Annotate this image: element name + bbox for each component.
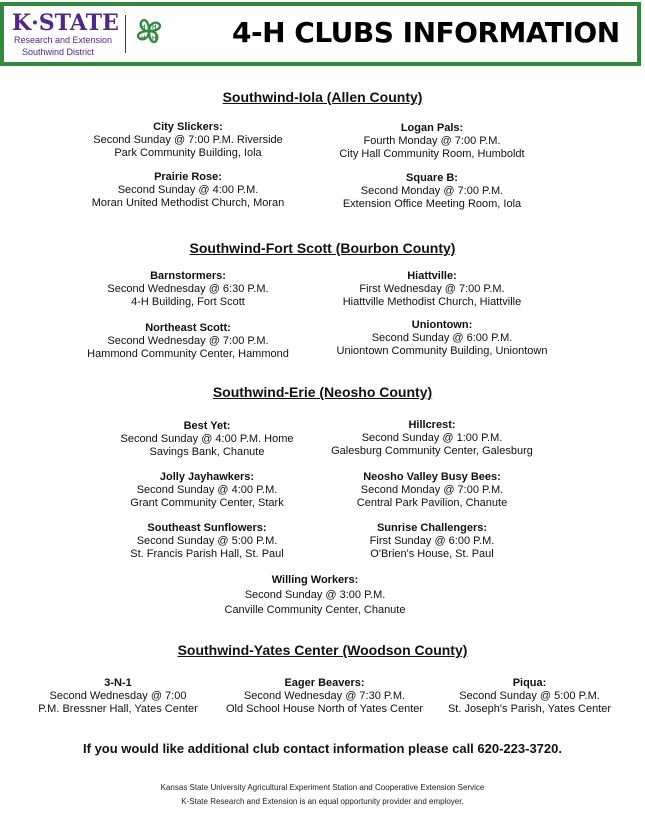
- club-location: City Hall Community Room, Humboldt: [339, 148, 525, 160]
- club-name: Northeast Scott:: [145, 322, 231, 334]
- club-schedule: Second Wednesday @ 7:00: [49, 690, 187, 702]
- club-name: Hiattville:: [407, 270, 457, 282]
- club-location: Grant Community Center, Stark: [130, 497, 284, 509]
- club-entry: [312, 522, 552, 561]
- svg-text:H: H: [141, 36, 146, 42]
- club-location: Hiattville Methodist Church, Hiattville: [342, 296, 522, 308]
- four-leaf-clover-icon: [131, 14, 167, 50]
- club-schedule: Second Sunday @ 4:00 P.M.: [136, 484, 278, 496]
- club-entry: [312, 319, 572, 358]
- club-entry: [312, 471, 552, 510]
- club-schedule: First Sunday @ 6:00 P.M.: [369, 535, 495, 547]
- kstate-logo: [12, 12, 172, 62]
- club-location: O'Brien's House, St. Paul: [370, 548, 494, 560]
- club-entry: [312, 270, 552, 309]
- club-entry: [23, 677, 213, 716]
- section-title-erie: Southwind-Erie (Neosho County): [212, 384, 433, 400]
- club-location: 4-H Building, Fort Scott: [131, 296, 245, 308]
- section-title-yates-center: Southwind-Yates Center (Woodson County): [177, 642, 468, 658]
- club-location: Old School House North of Yates Center: [225, 703, 424, 715]
- club-schedule: Second Sunday @ 5:00 P.M.: [459, 690, 600, 702]
- club-location: St. Francis Parish Hall, St. Paul: [130, 548, 284, 560]
- club-name: Square B:: [406, 172, 458, 184]
- svg-text:H: H: [152, 25, 157, 31]
- section-title-iola: Southwind-Iola (Allen County): [222, 89, 423, 105]
- section-title-fort-scott: Southwind-Fort Scott (Bourbon County): [189, 240, 456, 256]
- club-schedule: Second Sunday @ 4:00 P.M. Home: [120, 433, 294, 445]
- club-name: Jolly Jayhawkers:: [159, 471, 255, 483]
- club-location: Savings Bank, Chanute: [149, 446, 265, 458]
- club-name: Barnstormers:: [150, 270, 226, 282]
- club-location: Central Park Pavilion, Chanute: [356, 497, 508, 509]
- club-entry: [217, 677, 432, 716]
- club-name: Logan Pals:: [400, 122, 464, 134]
- page-title: 4-H CLUBS INFORMATION: [232, 16, 620, 49]
- club-location: Hammond Community Center, Hammond: [87, 348, 289, 360]
- club-schedule: Second Sunday @ 1:00 P.M.: [361, 432, 503, 444]
- club-entry: [87, 420, 327, 459]
- club-entry: [68, 121, 308, 160]
- club-schedule: Second Sunday @ 3:00 P.M.: [244, 589, 386, 601]
- club-name: Best Yet:: [183, 420, 231, 432]
- club-name: Uniontown:: [411, 319, 473, 331]
- club-schedule: Second Sunday @ 4:00 P.M.: [117, 184, 259, 196]
- club-schedule: Fourth Monday @ 7:00 P.M.: [363, 135, 501, 147]
- logo-kstate-text: K·STATE: [12, 10, 119, 36]
- club-entry: [87, 522, 327, 561]
- club-name: Eager Beavers:: [284, 677, 365, 689]
- club-schedule: Second Wednesday @ 7:00 P.M.: [107, 335, 269, 347]
- club-location: Moran United Methodist Church, Moran: [91, 197, 285, 209]
- club-entry: [68, 270, 308, 309]
- club-schedule: Second Monday @ 7:00 P.M.: [360, 185, 504, 197]
- club-name: City Slickers:: [153, 121, 223, 133]
- club-schedule: Second Sunday @ 7:00 P.M. Riverside: [93, 134, 283, 146]
- club-name: Prairie Rose:: [154, 171, 222, 183]
- club-name: 3-N-1: [104, 677, 132, 689]
- club-entry: [68, 171, 308, 210]
- club-entry: [437, 677, 622, 716]
- svg-text:H: H: [141, 25, 146, 31]
- club-name: Sunrise Challengers:: [376, 522, 488, 534]
- logo-district: Southwind District: [22, 47, 95, 57]
- svg-text:H: H: [152, 36, 157, 42]
- club-location: Uniontown Community Building, Uniontown: [336, 345, 548, 357]
- club-location: Park Community Building, Iola: [114, 147, 262, 159]
- club-entry: [68, 322, 308, 361]
- club-name: Neosho Valley Busy Bees:: [363, 471, 501, 483]
- club-schedule: First Wednesday @ 7:00 P.M.: [359, 283, 505, 295]
- club-location: P.M. Bressner Hall, Yates Center: [38, 703, 198, 715]
- club-schedule: Second Sunday @ 6:00 P.M.: [371, 332, 513, 344]
- club-schedule: Second Sunday @ 5:00 P.M.: [136, 535, 278, 547]
- header-banner: [0, 2, 641, 66]
- club-name: Hillcrest:: [408, 419, 456, 431]
- club-entry: [195, 573, 435, 618]
- club-schedule: Second Wednesday @ 7:30 P.M.: [243, 690, 406, 702]
- footer-line-2: K-State Research and Extension is an equal opportunity provider and employer.: [181, 797, 464, 806]
- club-location: Galesburg Community Center, Galesburg: [331, 445, 533, 457]
- footer-line-1: Kansas State University Agricultural Experiment Station and Cooperative Extension Service: [160, 783, 485, 792]
- club-schedule: Second Monday @ 7:00 P.M.: [360, 484, 504, 496]
- club-entry: [87, 471, 327, 510]
- club-name: Southeast Sunflowers:: [147, 522, 267, 534]
- club-location: Canville Community Center, Chanute: [224, 604, 406, 616]
- club-entry: [312, 172, 552, 211]
- logo-research-extension: Research and Extension: [14, 35, 113, 45]
- club-schedule: Second Wednesday @ 6:30 P.M.: [107, 283, 269, 295]
- contact-information: If you would like additional club contact information please call 620-223-3720.: [83, 741, 562, 756]
- club-location: St. Joseph's Parish, Yates Center: [447, 703, 612, 715]
- club-location: Extension Office Meeting Room, Iola: [342, 198, 522, 210]
- club-entry: [312, 122, 552, 161]
- club-name: Willing Workers:: [271, 574, 359, 586]
- club-name: Piqua:: [512, 677, 547, 689]
- logo-divider: [125, 15, 126, 53]
- club-entry: [312, 419, 552, 458]
